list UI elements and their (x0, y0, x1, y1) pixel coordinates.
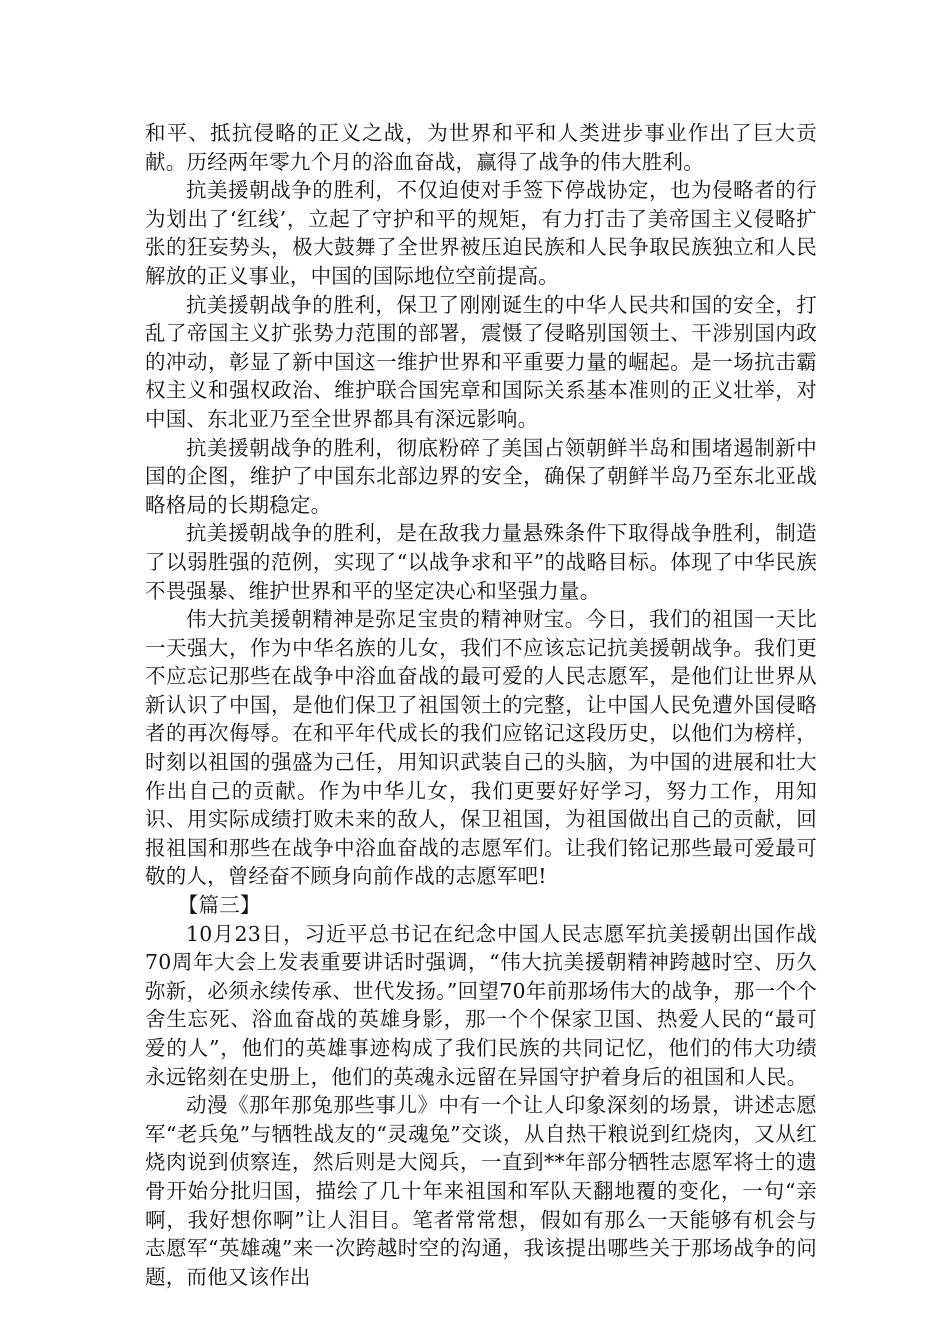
paragraph-2: 抗美援朝战争的胜利，不仅迫使对手签下停战协定，也为侵略者的行为划出了‘红线’，立起了守护和平的规矩，有力打击了美帝国主义侵略扩张的狂妄势头，极大鼓舞了全世界被压迫民族和人民争取民族独立和人民解放的正义事业，中国的国际地位空前提高。 (145, 178, 817, 288)
document-body (145, 119, 817, 1291)
section-paragraph-2: 动漫《那年那兔那些事儿》中有一个让人印象深刻的场景，讲述志愿军“老兵兔”与牺牲战友的“灵魂兔”交谈，从自热干粮说到红烧肉，又从红烧肉说到侦察连，然后则是大阅兵，一直到**年部分牺牲志愿军将士的遗骨开始分批归国，描绘了几十年来祖国和军队天翻地覆的变化，一句“亲啊，我好想你啊”让人泪目。笔者常常想，假如有那么一天能够有机会与志愿军“英雄魂”来一次跨越时空的沟通，我该提出哪些关于那场战争的问题，而他又该作出 (145, 1093, 817, 1289)
section-heading: 【篇三】 (177, 893, 261, 918)
paragraph-4: 抗美援朝战争的胜利，彻底粉碎了美国占领朝鲜半岛和围堵遏制新中国的企图，维护了中国东北部边界的安全，确保了朝鲜半岛乃至东北亚战略格局的长期稳定。 (145, 435, 817, 517)
paragraph-5: 抗美援朝战争的胜利，是在敌我力量悬殊条件下取得战争胜利，制造了以弱胜强的范例，实现了“以战争求和平”的战略目标。体现了中华民族不畏强暴、维护世界和平的坚定决心和坚强力量。 (145, 521, 817, 603)
paragraph-1: 和平、抵抗侵略的正义之战，为世界和平和人类进步事业作出了巨大贡献。历经两年零九个月的浴血奋战，赢得了战争的伟大胜利。 (145, 121, 817, 174)
paragraph-3: 抗美援朝战争的胜利，保卫了刚刚诞生的中华人民共和国的安全，打乱了帝国主义扩张势力范围的部署，震慑了侵略别国领土、干涉别国内政的冲动，彰显了新中国这一维护世界和平重要力量的崛起。是一场抗击霸权主义和强权政治、维护联合国宪章和国际关系基本准则的正义壮举，对中国、东北亚乃至全世界都具有深远影响。 (145, 292, 817, 431)
paragraph-6: 伟大抗美援朝精神是弥足宝贵的精神财宝。今日，我们的祖国一天比一天强大，作为中华名族的儿女，我们不应该忘记抗美援朝战争。我们更不应忘记那些在战争中浴血奋战的最可爱的人民志愿军，是他们让世界从新认识了中国，是他们保卫了祖国领土的完整，让中国人民免遭外国侵略者的再次侮辱。在和平年代成长的我们应铭记这段历史，以他们为榜样，时刻以祖国的强盛为己任，用知识武装自己的头脑，为中国的进展和壮大作出自己的贡献。作为中华儿女，我们更要好好学习，努力工作，用知识、用实际成绩打败未来的敌人，保卫祖国，为祖国做出自己的贡献，回报祖国和那些在战争中浴血奋战的志愿军们。让我们铭记那些最可爱最可敬的人，曾经奋不顾身向前作战的志愿军吧! (145, 607, 817, 889)
section-paragraph-1: 10月23日，习近平总书记在纪念中国人民志愿军抗美援朝出国作战70周年大会上发表重要讲话时强调，“伟大抗美援朝精神跨越时空、历久弥新，必须永续传承、世代发扬。”回望70年前那场伟大的战争，那一个个舍生忘死、浴血奋战的英雄身影，那一个个保家卫国、热爱人民的“最可爱的人”，他们的英雄事迹构成了我们民族的共同记忆，他们的伟大功绩永远铭刻在史册上，他们的英魂永远留在异国守护着身后的祖国和人民。 (145, 921, 817, 1089)
